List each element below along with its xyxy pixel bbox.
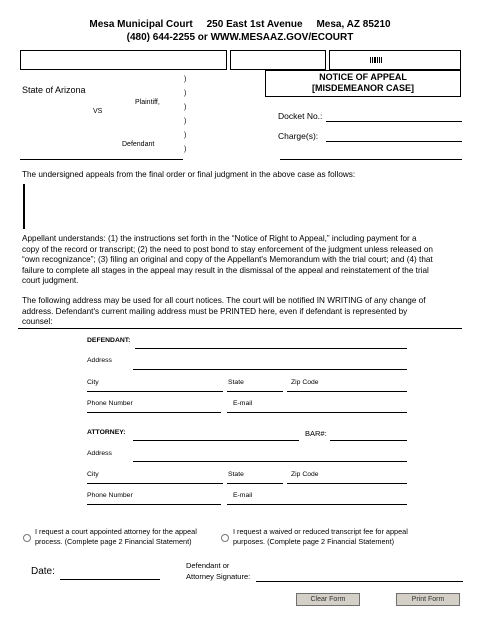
defendant-email-label: E-mail [233, 400, 253, 407]
attorney-state-label: State [228, 471, 244, 478]
signature-label-1: Defendant or [186, 561, 230, 570]
attorney-email-label: E-mail [233, 492, 253, 499]
court-attorney-text-2: process. (Complete page 2 Financial Statement) [35, 537, 192, 546]
court-header-line1: Mesa Municipal Court 250 East 1st Avenue Mesa, AZ 85210 [89, 19, 391, 30]
print-form-button[interactable]: Print Form [396, 593, 460, 606]
defendant-heading: DEFENDANT: [87, 337, 131, 344]
address-paragraph [22, 296, 426, 328]
understanding-line: copy of the record or transcript; (2) the need to post bond to stay enforcement of the judgment unless released on [22, 244, 433, 254]
court-attorney-text-1: I request a court appointed attorney for the appeal [35, 527, 197, 536]
caption-underline [20, 159, 183, 160]
defendant-address-label: Address [87, 357, 112, 364]
address-line: address. Defendant's current mailing address must be PRINTED here, even if defendant is represented by [22, 306, 408, 316]
charges-label: Charge(s): [278, 131, 319, 141]
attorney-address-input[interactable] [133, 461, 407, 462]
defendant-phone-input[interactable] [87, 412, 221, 413]
defendant-phone-label: Phone Number [87, 400, 133, 407]
attorney-city-label: City [87, 471, 99, 478]
notice-subtitle: [MISDEMEANOR CASE] [311, 83, 414, 93]
address-line: The following address may be used for all court notices. The court will be notified IN WRITING of any change of [22, 296, 426, 305]
attorney-phone-input[interactable] [87, 504, 221, 505]
date-label: Date: [31, 566, 55, 577]
transcript-fee-text-2: purposes. (Complete page 2 Financial Statement) [233, 537, 395, 546]
charges-input-2[interactable] [280, 159, 462, 160]
bar-number-label: BAR#: [305, 429, 327, 438]
court-attorney-radio[interactable] [23, 534, 31, 542]
defendant-email-input[interactable] [227, 412, 407, 413]
attorney-address-label: Address [87, 450, 112, 457]
transcript-fee-text-1: I request a waived or reduced transcript fee for appeal [233, 527, 408, 536]
docket-input[interactable] [326, 121, 462, 122]
date-input[interactable] [60, 579, 160, 580]
case-field-2[interactable] [230, 50, 326, 70]
state-label: State of Arizona [22, 85, 86, 95]
defendant-name-input[interactable] [135, 348, 407, 349]
defendant-label: Defendant [122, 141, 155, 148]
understanding-line: “own recognizance”; (3) filing an original and copy of the Appellant's Memorandum with the trial court; and (4) that [22, 255, 433, 264]
defendant-city-input[interactable] [87, 391, 223, 392]
docket-label: Docket No.: [278, 111, 323, 121]
understanding-line: failure to complete all stages in the appeal may result in the dismissal of the appeal and reinstatement of the trial [22, 265, 429, 275]
defendant-address-input[interactable] [133, 369, 407, 370]
plaintiff-label: Plaintiff, [135, 99, 160, 106]
clear-form-button[interactable]: Clear Form [296, 593, 360, 606]
attorney-state-input[interactable] [227, 483, 283, 484]
signature-input[interactable] [256, 581, 463, 582]
understanding-line: court judgment. [22, 276, 79, 285]
attorney-city-input[interactable] [87, 483, 223, 484]
defendant-state-label: State [228, 379, 244, 386]
transcript-fee-radio[interactable] [221, 534, 229, 542]
section-divider [18, 328, 462, 329]
barcode-icon [370, 57, 382, 63]
bar-number-input[interactable] [330, 440, 407, 441]
attorney-heading: ATTORNEY: [87, 429, 126, 436]
signature-label-2: Attorney Signature: [186, 572, 251, 581]
court-header-line2: (480) 644-2255 or WWW.MESAAZ.GOV/ECOURT [126, 32, 354, 43]
barcode-field[interactable] [329, 50, 461, 70]
address-line: counsel: [22, 317, 53, 326]
notice-title-box [265, 70, 461, 97]
case-field-1[interactable] [20, 50, 227, 70]
attorney-zip-input[interactable] [287, 483, 407, 484]
defendant-city-label: City [87, 379, 99, 386]
understanding-paragraph [22, 234, 433, 287]
notice-title: NOTICE OF APPEAL [319, 72, 407, 82]
appeal-reason-textarea[interactable] [23, 184, 463, 229]
defendant-zip-input[interactable] [287, 391, 407, 392]
understanding-line: Appellant understands: (1) the instructions set forth in the “Notice of Right to Appeal,” including payment for a [22, 234, 417, 243]
defendant-zip-label: Zip Code [291, 379, 319, 386]
defendant-state-input[interactable] [227, 391, 283, 392]
charges-input-1[interactable] [326, 141, 462, 142]
attorney-phone-label: Phone Number [87, 492, 133, 499]
vs-label: VS [93, 108, 103, 115]
attorney-email-input[interactable] [227, 504, 407, 505]
attorney-zip-label: Zip Code [291, 471, 319, 478]
appeal-intro: The undersigned appeals from the final order or final judgment in the above case as follows: [22, 170, 356, 179]
attorney-name-input[interactable] [133, 440, 299, 441]
